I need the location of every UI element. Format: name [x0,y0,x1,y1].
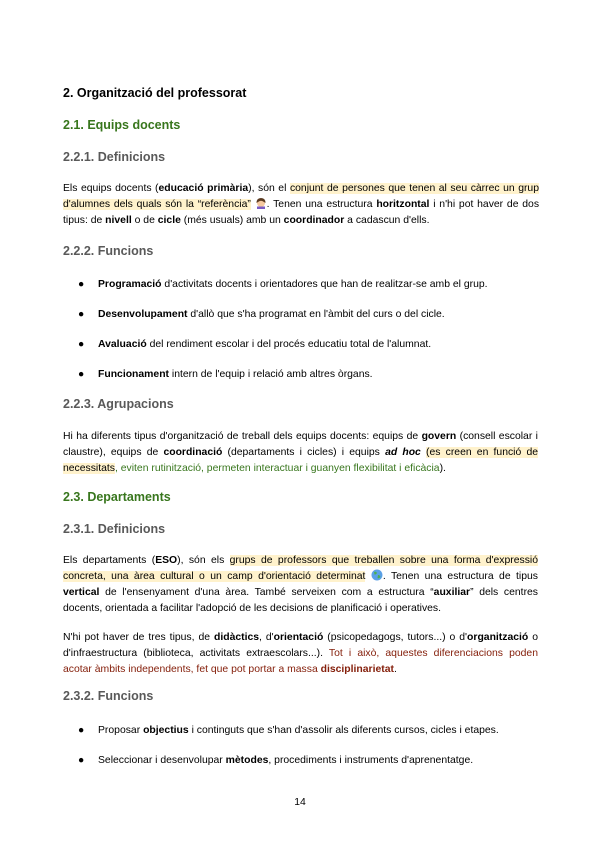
item-term: Desenvolupament [98,309,188,320]
bullet: ● [78,755,85,766]
text: . Tenen una estructura de tipus [382,571,538,582]
text: o de [131,215,158,226]
bullet: ● [78,309,85,320]
text: (consell escolar i claustre), equips de [63,431,538,458]
paragraph-equips-definicions [63,181,539,229]
text: . Tenen una estructura [266,199,377,210]
term-eso: ESO [155,555,178,566]
item-text: Seleccionar i desenvolupar [98,755,226,766]
heading-2-2-3: 2.2.3. Agrupacions [63,397,174,411]
term-nivell: nivell [105,215,132,226]
term-orientacio: orientació [273,632,324,643]
item-term: Avaluació [98,339,147,350]
bullet: ● [78,339,85,350]
list-item [78,337,431,353]
term-educacio-primaria: educació primària [158,183,249,194]
term-didactics: didàctics [214,632,260,643]
text: i n'hi pot haver de dos tipus: de [63,199,540,226]
term-cicle: cicle [157,215,181,226]
green-note: , eviten rutinització, permeten interactuar i guanyen flexibilitat i eficàcia [114,463,440,474]
text: a cadascun d'ells. [344,215,430,226]
text: Els departaments ( [63,555,156,566]
list-item [78,277,488,293]
term-govern: govern [421,431,457,442]
red-note: Tot i això, aquestes diferenciacions poden acotar àmbits independents, fet que pot portar a massa [63,648,538,675]
highlight-definition: grups de professors que treballen sobre una forma d'expressió concreta, una àrea cultural o un camp d'orientació determinat [63,555,538,582]
text: de l'ensenyament d'una àrea. També serveixen com a estructura “ [99,587,434,598]
item-term: mètodes [225,755,269,766]
text: ” dels centres docents, orientada a facilitar l'adopció de les decisions de planificació i operatives. [63,587,538,614]
list-item [78,723,499,739]
text: (més usuals) amb un [180,215,284,226]
text: . [393,664,397,675]
item-term: Funcionament [98,369,170,380]
text: , d' [259,632,274,643]
text: ), són els [177,555,230,566]
text: N'hi pot haver de tres tipus, de [63,632,214,643]
term-ad-hoc: ad hoc [385,447,421,458]
item-text: , procediments i instruments d'aprenentatge. [268,755,474,766]
highlight-definition: conjunt de persones que tenen al seu càrrec un grup d'alumnes dels quals són la “referència” [63,183,539,210]
heading-2-2-1: 2.2.1. Definicions [63,150,166,164]
bullet: ● [78,279,85,290]
bullet: ● [78,725,85,736]
item-text: d'activitats docents i orientadores que han de realitzar-se amb el grup. [161,279,488,290]
item-text: intern de l'equip i relació amb altres òrgans. [169,369,373,380]
list-item [78,367,373,383]
bullet: ● [78,369,85,380]
text: (psicopedagogs, tutors...) o d' [323,632,468,643]
term-horitzontal: horitzontal [376,199,430,210]
term-auxiliar: auxiliar [433,587,471,598]
person-emoji-icon [255,197,267,209]
item-text: Proposar [98,725,144,736]
paragraph-departaments-tipus [63,630,538,678]
heading-2-3: 2.3. Departaments [63,490,171,504]
text: ), són el [248,183,290,194]
item-text: d'allò que s'ha programat en l'àmbit del curs o del cicle. [187,309,445,320]
section-title: 2. Organització del professorat [63,86,247,100]
paragraph-agrupacions [63,429,538,477]
heading-2-2-2: 2.2.2. Funcions [63,244,154,258]
text: Els equips docents ( [63,183,159,194]
item-term: Programació [98,279,162,290]
text: Hi ha diferents tipus d'organització de treball dels equips docents: equips de [63,431,422,442]
term-organitzacio: organització [467,632,529,643]
list-item [78,753,473,769]
item-text: del rendiment escolar i del procés educatiu total de l'alumnat. [146,339,432,350]
item-term: objectius [143,725,189,736]
term-vertical: vertical [63,587,100,598]
term-coordinador: coordinador [283,215,345,226]
term-coordinacio: coordinació [163,447,223,458]
text: o d'infraestructura (biblioteca, activitats extraescolars...). [63,632,538,659]
highlight-ad-hoc: (es creen en funció de necessitats [63,447,538,474]
paragraph-departaments-definicions [63,553,538,617]
list-item [78,307,445,323]
heading-2-1: 2.1. Equips docents [63,118,181,132]
text: (departaments i cicles) i equips [222,447,386,458]
text: ). [439,463,446,474]
page-number: 14 [294,797,306,808]
heading-2-3-1: 2.3.1. Definicions [63,522,166,536]
item-text: i continguts que s'han d'assolir als diferents cursos, cicles i etapes. [188,725,499,736]
heading-2-3-2: 2.3.2. Funcions [63,689,154,703]
term-disciplinarietat: disciplinarietat [320,664,394,675]
globe-emoji-icon [371,569,383,581]
